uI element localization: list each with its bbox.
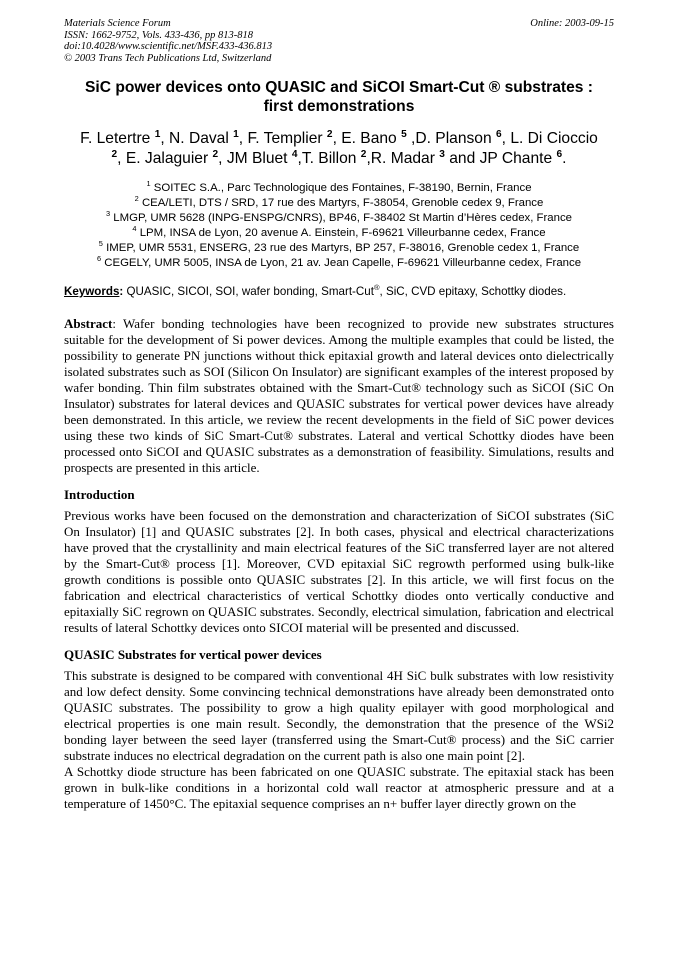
section-paragraph: A Schottky diode structure has been fabricated on one QUASIC substrate. The epitaxial stack has been grown in bulk-like conditions in a horizontal cold wall reactor at atmospheric pressure and at a temperature of 1450°C. The epitaxial sequence comprises an n+ buffer layer directly grown on the xyxy=(64,764,614,811)
journal-issn: ISSN: 1662-9752, Vols. 433-436, pp 813-818 xyxy=(64,29,253,41)
abstract-text: Wafer bonding technologies have been recognized to provide new substrates structures suitable for the development of Si power devices. Among the multiple examples that could be listed, the possibility to generate PN junctions without thick epitaxial growth and lateral devices onto dielectrically isolated substrates such as SOI (Silicon On Insulator) are significant examples of the interest proposed by wafer bonding. Thin film substrates obtained with the Smart-Cut® technology such as SiCOI (SiC On Insulator) substrates for lateral devices and QUASIC substrates for vertical power devices have already been demonstrated. In this article, we review the recent developments in the field of SiC power devices using these two kinds of SiC Smart-Cut® substrates. Lateral and vertical Schottky diodes have been processed onto SiCOI and QUASIC substrates as a demonstration of feasibility. Simulations, results and prospects are presented in this article. xyxy=(64,316,614,475)
affiliation-list xyxy=(64,181,614,271)
author: R. Madar $^3$ and xyxy=(370,148,480,167)
paper-title-line-2: first demonstrations xyxy=(263,98,415,115)
author: N. Daval $^1$, xyxy=(169,128,248,147)
affiliation: $^1$ SOITEC S.A., Parc Technologique des Fontaines, F-38190, Bernin, France xyxy=(146,179,532,194)
author: E. Bano $^5$ , xyxy=(341,128,416,147)
affiliation: $^3$ LMGP, UMR 5628 (INPG-ENSPG/CNRS), BP46, F-38402 St Martin d’Hères cedex, France xyxy=(105,209,573,224)
author: F. Templier $^2$, xyxy=(247,128,342,147)
keywords: Keywords: QUASIC, SICOI, SOI, wafer bonding, Smart-Cut®, SiC, CVD epitaxy, Schottky diodes. xyxy=(64,283,567,298)
author: E. Jalaguier $^2$, xyxy=(125,148,227,167)
affiliation: $^6$ CEGELY, UMR 5005, INSA de Lyon, 21 av. Jean Capelle, F-69621 Villeurbanne cedex, France xyxy=(96,254,582,269)
paper-title-line-1: SiC power devices onto QUASIC and SiCOI Smart-Cut ® substrates : xyxy=(85,79,593,96)
section-heading-introduction: Introduction xyxy=(64,487,135,502)
author: JM Bluet $^4$, xyxy=(226,148,302,167)
affiliation: $^5$ IMEP, UMR 5531, ENSERG, 23 rue des Martyrs, BP 257, F-38016, Grenoble cedex 1, France xyxy=(98,239,580,254)
journal-name: Materials Science Forum xyxy=(64,18,171,29)
keywords-label: Keywords xyxy=(64,285,120,298)
affiliation: $^4$ LPM, INSA de Lyon, 20 avenue A. Einstein, F-69621 Villeurbanne cedex, France xyxy=(132,224,546,239)
online-date: Online: 2003-09-15 xyxy=(530,18,614,29)
abstract: Abstract: Wafer bonding technologies have been recognized to provide new substrates structures suitable for the development of Si power devices. Among the multiple examples that could be listed, the possibility to generate PN junctions without thick epitaxial growth and lateral devices onto dielectrically isolated substrates such as SOI (Silicon On Insulator) are significant examples of the interest proposed by wafer bonding. Thin film substrates obtained with the Smart-Cut® technology such as SiCOI (SiC On Insulator) substrates for lateral devices and QUASIC substrates for vertical power devices have already been demonstrated. In this article, we review the recent developments in the field of SiC power devices using these two kinds of SiC Smart-Cut® substrates. Lateral and vertical Schottky diodes have been processed onto SiCOI and QUASIC substrates as a demonstration of feasibility. Simulations, results and prospects are presented in this article. xyxy=(64,316,614,475)
author: L. Di Cioccio $^2$, xyxy=(111,130,598,167)
section-paragraph: This substrate is designed to be compared with conventional 4H SiC bulk substrates with low resistivity and low defect density. Some convincing technical demonstrations have already been demonstrated onto QUASIC substrates. The possibility to grow a high quality epilayer with good morphological and electrical properties is one main result. Secondly, the demonstration that the presence of the WSi2 bonding layer between the seed layer (transferred using the Smart-Cut® process) and the SiC carrier substrate induces no electrical degradation on the current path is also one main point [2]. xyxy=(64,668,614,763)
section-heading-quasic: QUASIC Substrates for vertical power devices xyxy=(64,647,322,662)
journal-copyright: © 2003 Trans Tech Publications Ltd, Switzerland xyxy=(64,52,272,64)
author: JP Chante $^6$. xyxy=(479,148,567,167)
section-paragraph: Previous works have been focused on the demonstration and characterization of SiCOI substrates (SiC On Insulator) [1] and QUASIC substrates [2]. In both cases, physical and electrical characterizations have proved that the crystallinity and main electrical features of the SiC transferred layer are not altered by the Smart-Cut® process [1]. Moreover, CVD epitaxial SiC regrowth performed using bulk-like growth conditions is possible onto QUASIC substrates [2]. In this article, we will first focus on the fabrication and electrical characteristics of vertical Schottky diodes onto vertically conductive and epitaxially SiC regrown on QUASIC substrates. Secondly, electrical simulation, fabrication and electrical results of lateral Schottky devices onto SICOI material will be presented and discussed. xyxy=(64,508,614,635)
keywords-text: QUASIC, SICOI, SOI, wafer bonding, Smart-Cut®, SiC, CVD epitaxy, Schottky diodes. xyxy=(126,283,567,298)
affiliation: $^2$ CEA/LETI, DTS / SRD, 17 rue des Martyrs, F-38054, Grenoble cedex 9, France xyxy=(134,194,544,209)
journal-doi: doi:10.4028/www.scientific.net/MSF.433-436.813 xyxy=(64,41,273,52)
author: F. Letertre $^1$, xyxy=(80,128,170,147)
author: D. Planson $^6$, xyxy=(415,128,511,147)
author-list xyxy=(64,129,614,169)
journal-header xyxy=(64,18,614,64)
author: T. Billon $^2$, xyxy=(301,148,371,167)
paper-title xyxy=(64,78,614,116)
abstract-label: Abstract xyxy=(64,316,113,331)
